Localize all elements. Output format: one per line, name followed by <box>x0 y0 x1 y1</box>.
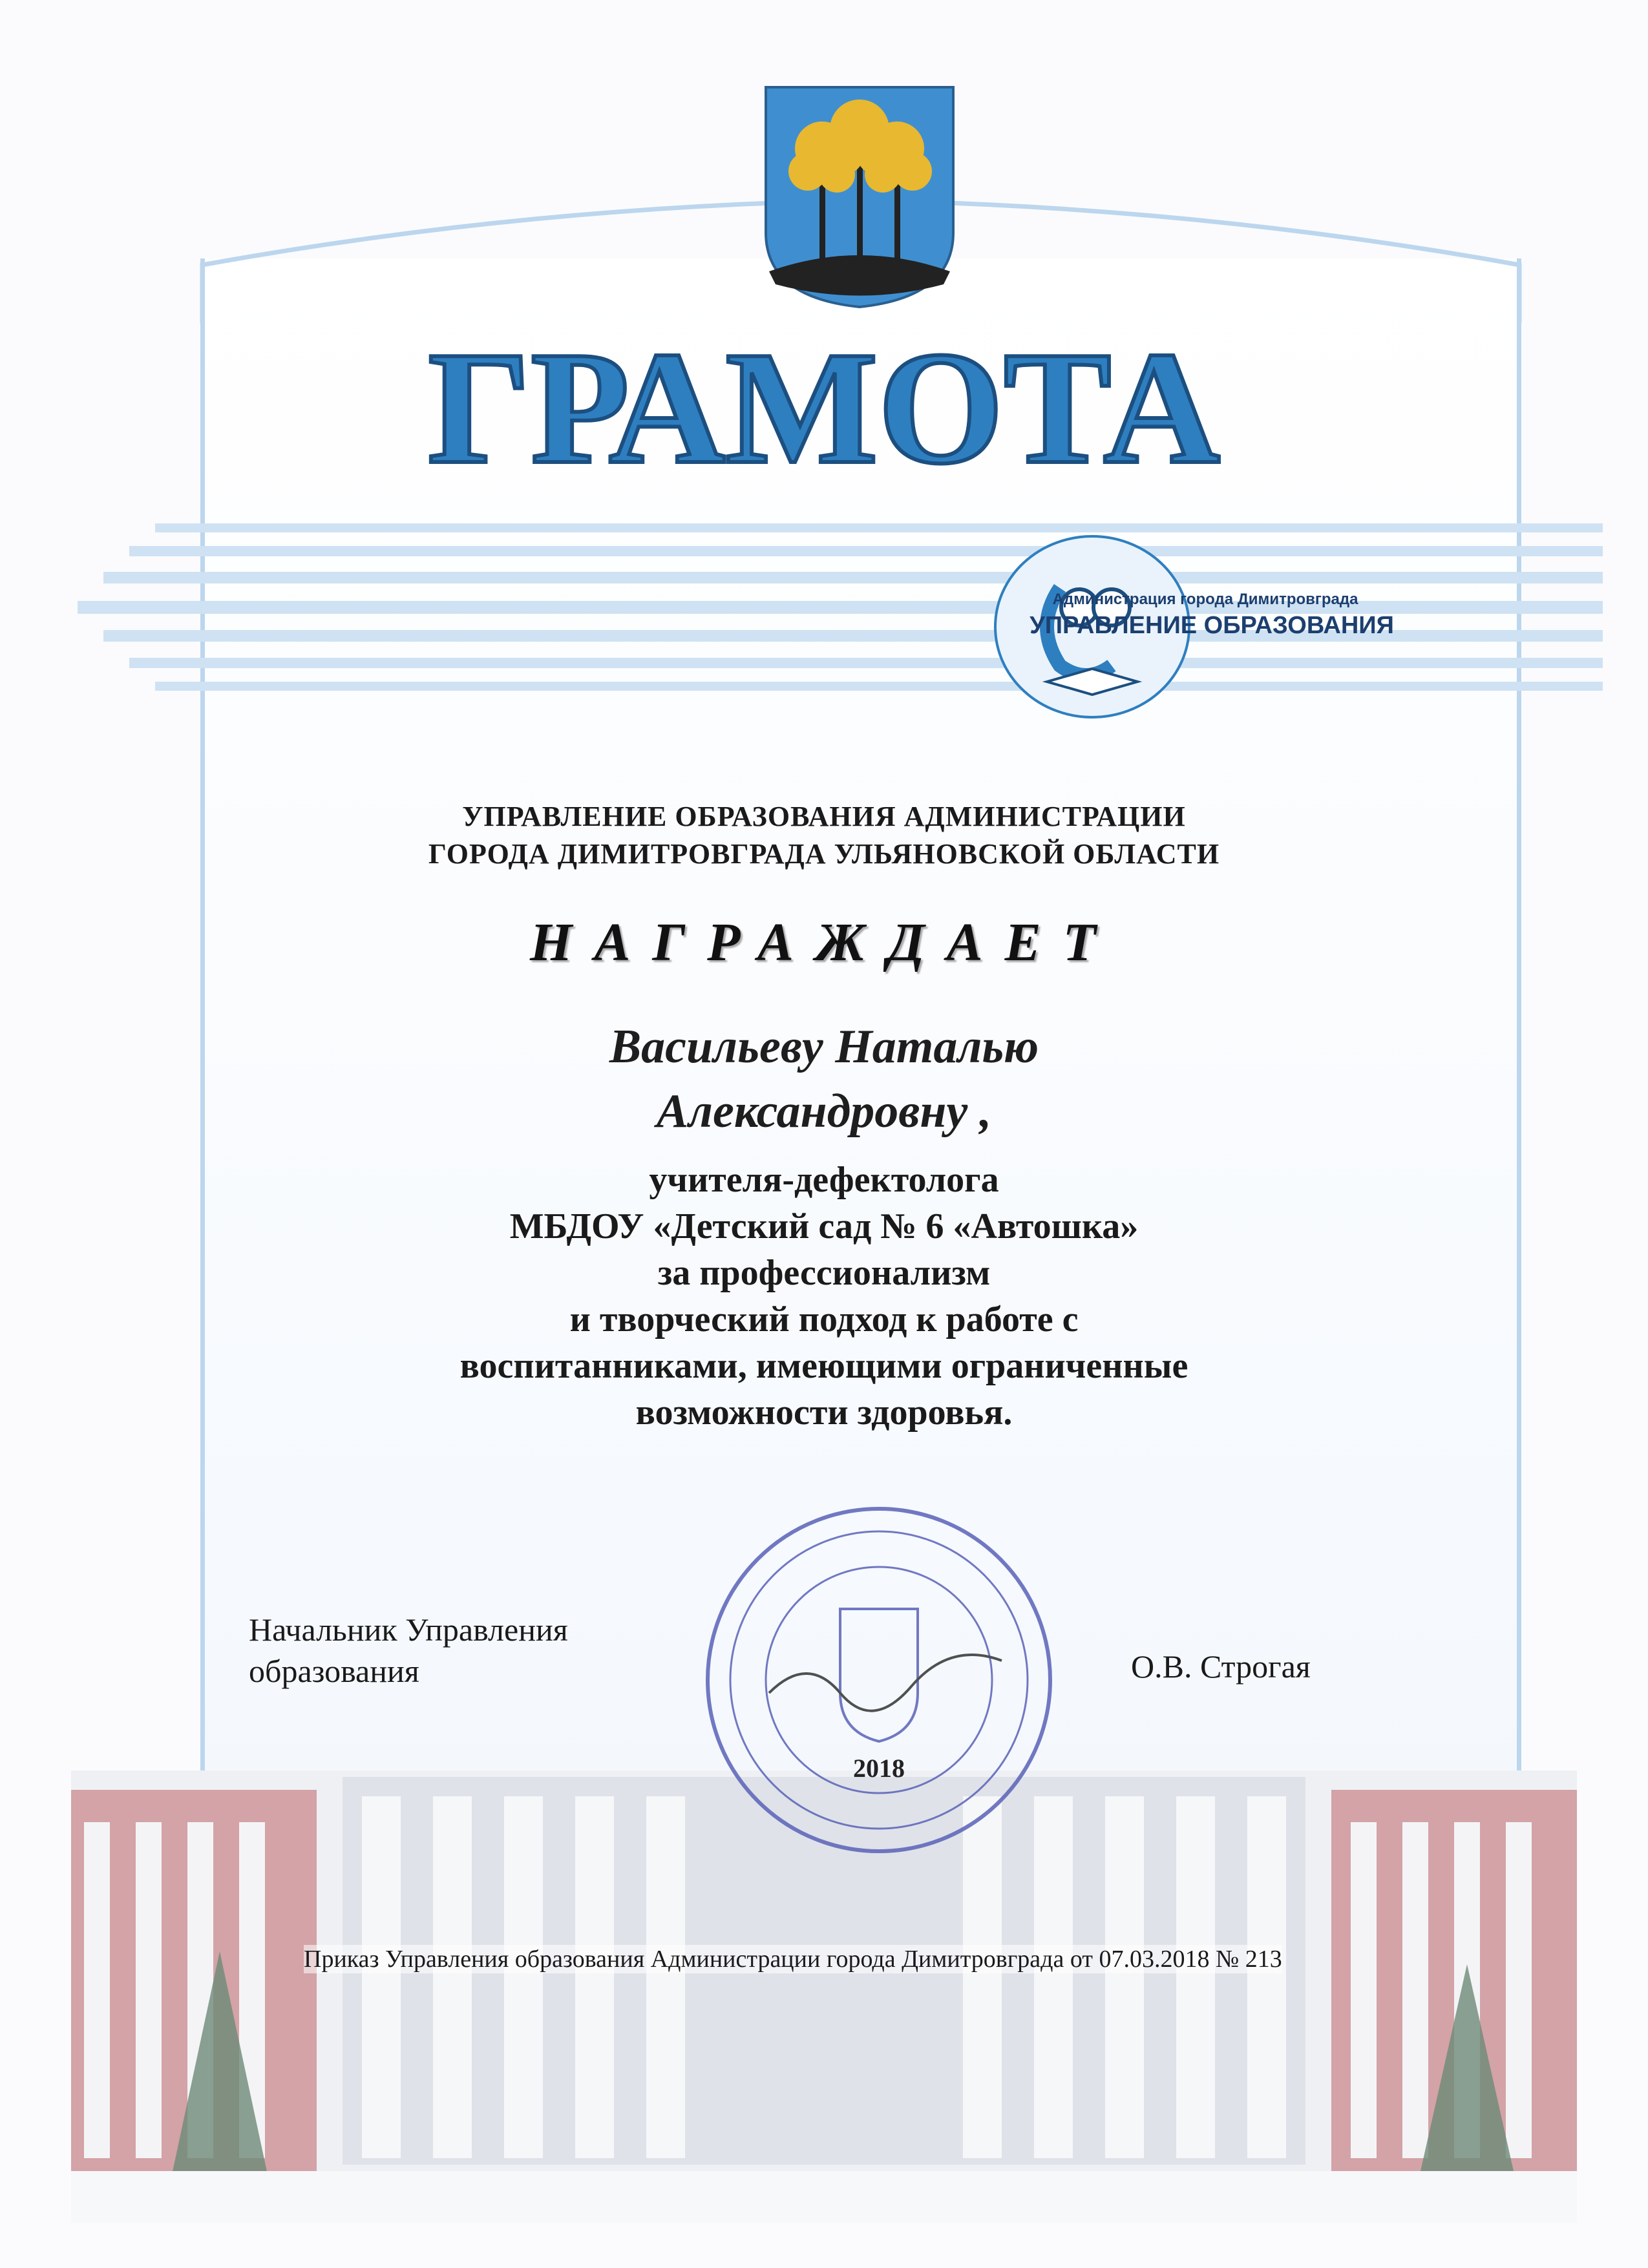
award-line: и творческий подход к работе с <box>569 1299 1079 1339</box>
recipient-name-line-1: Васильеву Наталью <box>609 1020 1039 1073</box>
coat-of-arms-icon <box>763 84 956 310</box>
official-seal-stamp <box>698 1499 1060 1861</box>
order-reference: Приказ Управления образования Администрации города Димитровграда от 07.03.2018 № 213 <box>304 1946 1282 1973</box>
organization-name <box>0 798 1648 873</box>
org-line-2: ГОРОДА ДИМИТРОВГРАДА УЛЬЯНОВСКОЙ ОБЛАСТИ <box>428 838 1220 870</box>
award-line: за профессионализм <box>657 1253 991 1293</box>
logo-big-text: УПРАВЛЕНИЕ ОБРАЗОВАНИЯ <box>1030 612 1394 639</box>
stamp-year: 2018 <box>853 1754 905 1783</box>
award-text <box>0 1157 1648 1436</box>
certificate-title <box>0 317 1648 498</box>
signer-title <box>249 1609 568 1692</box>
title-text: ГРАМОТА <box>428 319 1220 498</box>
signer-title-line-1: Начальник Управления <box>249 1612 568 1648</box>
award-line: возможности здоровья. <box>635 1392 1013 1433</box>
logo-small-text: Администрация города Димитровграда <box>1052 591 1358 608</box>
recipient-name-line-2: Александровну , <box>656 1085 992 1138</box>
awards-heading: НАГРАЖДАЕТ <box>530 912 1118 972</box>
org-line-1: УПРАВЛЕНИЕ ОБРАЗОВАНИЯ АДМИНИСТРАЦИИ <box>462 801 1186 832</box>
award-line: МБДОУ «Детский сад № 6 «Автошка» <box>509 1206 1139 1246</box>
award-line: воспитанниками, имеющими ограниченные <box>460 1346 1188 1386</box>
signer-name: О.В. Строгая <box>1131 1648 1311 1685</box>
education-department-logo <box>989 530 1394 724</box>
signer-title-line-2: образования <box>249 1653 419 1689</box>
recipient-name <box>0 1014 1648 1144</box>
award-line: учителя-дефектолога <box>649 1160 999 1200</box>
title-lettering <box>365 317 1283 498</box>
